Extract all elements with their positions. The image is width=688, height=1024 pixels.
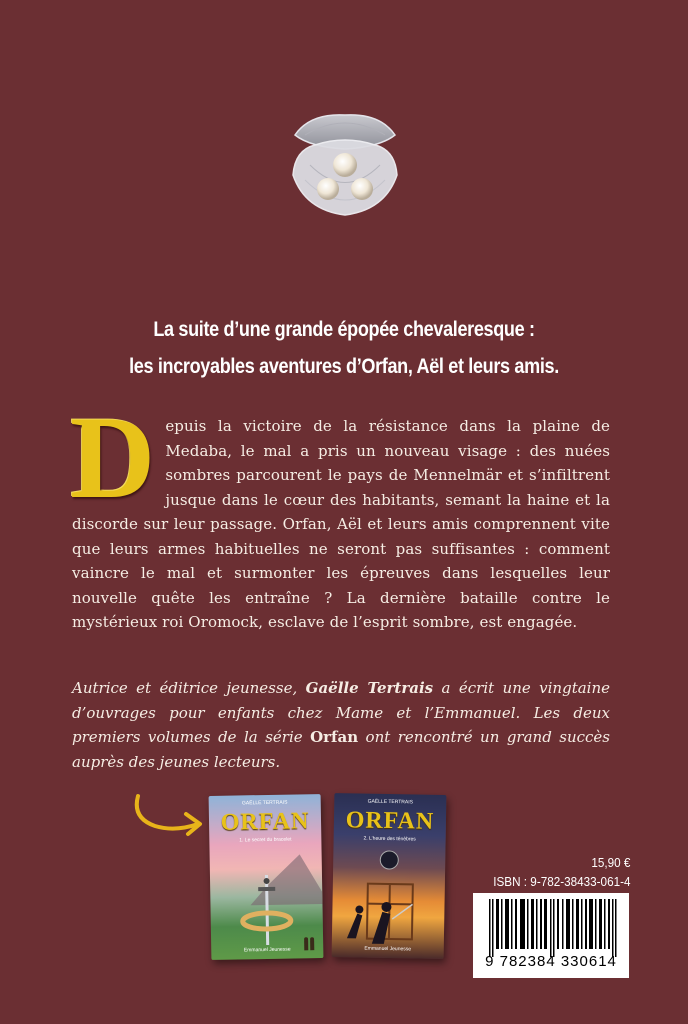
barcode-digits: 9 782384 330614 xyxy=(485,953,617,970)
tagline-line-1: La suite d’une grande épopée chevaleresque : xyxy=(153,318,535,341)
book-title: ORFAN xyxy=(220,808,310,836)
barcode xyxy=(473,893,629,978)
fire-battle-illustration xyxy=(332,843,446,955)
author-bio xyxy=(72,676,610,774)
book-author: GAËLLE TERTRAIS xyxy=(367,798,414,806)
book-cover-volume-2 xyxy=(332,793,447,959)
book-title: ORFAN xyxy=(345,807,435,835)
dropcap-letter: D xyxy=(70,392,156,523)
series-name: Orfan xyxy=(310,728,359,746)
sword-ring-illustration xyxy=(209,844,323,956)
bio-text-3: ont rencontré un grand succès auprès des jeunes lecteurs. xyxy=(72,728,610,771)
barcode-bars xyxy=(489,899,617,957)
summary-paragraph xyxy=(70,392,610,635)
book-subtitle: 1. Le secret du bracelet xyxy=(239,836,292,844)
curved-arrow-icon xyxy=(130,788,210,848)
book-author: GAËLLE TERTRAIS xyxy=(241,799,288,807)
isbn: ISBN : 9-782-38433-061-4 xyxy=(492,874,630,889)
book-subtitle: 2. L’heure des ténèbres xyxy=(363,835,416,843)
book-publisher: Emmanuel Jeunesse xyxy=(243,946,291,954)
bio-text-2: a écrit une vingtaine d’ouvrages pour enfants chez Mame et l’Emmanuel. Les deux premiers volumes de la série xyxy=(72,679,611,746)
pearl-shell-icon xyxy=(285,105,405,225)
tagline-line-2: les incroyables aventures d’Orfan, Aël et leurs amis. xyxy=(129,355,559,378)
book-publisher: Emmanuel Jeunesse xyxy=(364,945,412,953)
price: 15,90 € xyxy=(590,855,630,870)
author-name: Gaëlle Tertrais xyxy=(305,679,434,697)
bio-text-1: Autrice et éditrice jeunesse, xyxy=(72,679,306,697)
summary-text: epuis la victoire de la résistance dans la plaine de Medaba, le mal a pris un nouveau visage : des nuées sombres parcourent le pays de Mennelmär et s’infiltrent jusque dans le cœur des habitants, semant la haine et la discorde sur leur passage. Orfan, Aël et leurs amis comprennent vite que leurs armes habituelles ne seront pas suffisantes : comment vaincre le mal et surmonter les épreuves dans lesquelles leur nouvelle quête les entraîne ? La dernière bataille contre le mystérieux roi Oromock, esclave de l’esprit sombre, est engagée. xyxy=(72,417,610,631)
book-cover-volume-1 xyxy=(209,794,324,960)
